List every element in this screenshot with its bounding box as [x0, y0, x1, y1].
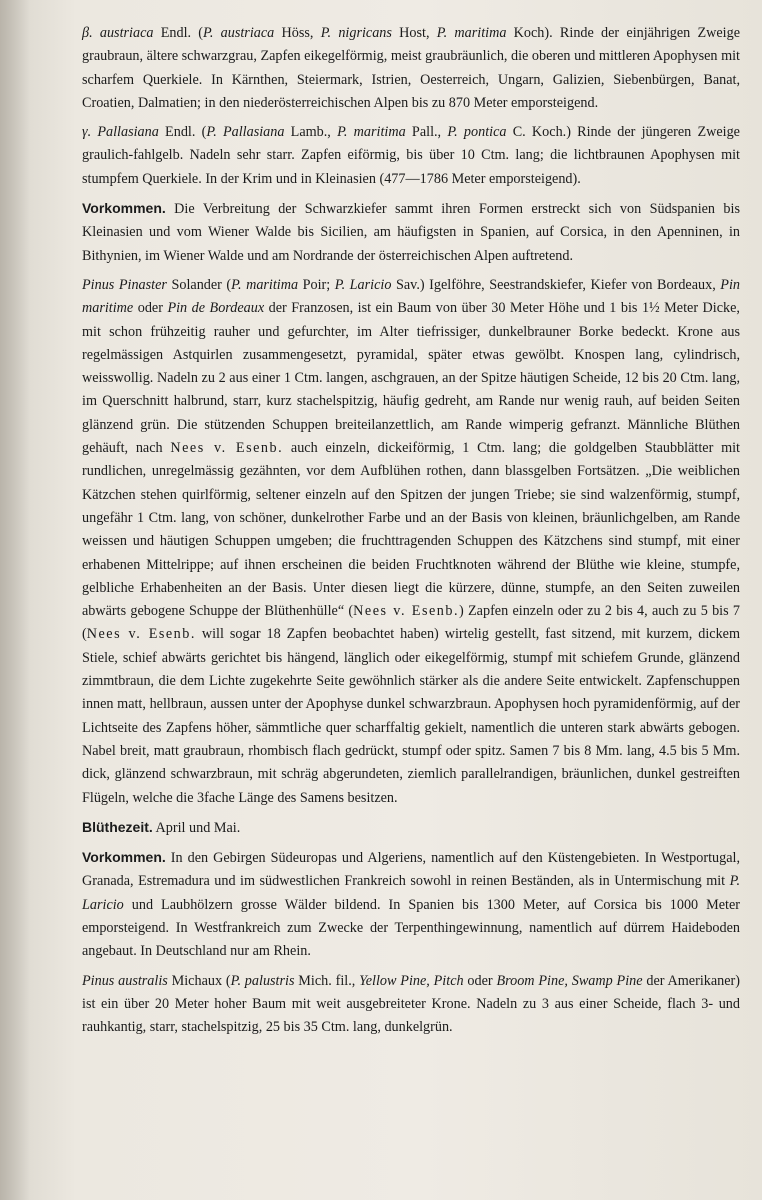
text-run: C. Koch.) Rinde der jüngeren Zweige graulich-fahlgelb. Nadeln sehr starr. Zapfen eiförmig, bis über 10 Ctm. lang; die lichtbraunen Apophysen mit stumpfem Querkiele. In der Krim und in Kleinasien (477—1786 Meter emporsteigend).	[82, 124, 740, 187]
section-heading: Vorkommen.	[82, 849, 166, 866]
text-run: In den Gebirgen Südeuropas und Algeriens, namentlich auf den Küstengebieten. In Westportugal, Granada, Estremadura und im südwestlichen Frankreich sowohl in reinen Beständen, als in Untermischung mit	[82, 850, 740, 890]
pinus-pinaster-description	[82, 274, 740, 810]
text-run: Pall.,	[405, 124, 448, 141]
flowering-time-paragraph	[82, 816, 740, 840]
variety-pallasiana-paragraph	[82, 121, 740, 191]
text-run: oder	[463, 972, 497, 989]
text-run: Mich. fil.,	[294, 972, 360, 989]
author-citation: Nees v. Esenb.	[170, 440, 284, 457]
taxon-name: P. pontica	[447, 124, 507, 141]
text-run: April und Mai.	[152, 819, 241, 836]
taxon-name: P. maritima	[436, 25, 507, 41]
taxon-name: P. Laricio	[82, 873, 740, 913]
taxon-name: Yellow Pine, Pitch	[359, 972, 464, 989]
taxon-name: P. Laricio	[334, 276, 392, 293]
taxon-name: γ. Pallasiana	[82, 124, 159, 141]
taxon-name: P. maritima	[231, 276, 299, 293]
author-citation: Nees v. Esenb.	[353, 603, 460, 620]
text-run: und Laubhölzern grosse Wälder bildend. In Spanien bis 1300 Meter, auf Corsica bis 1000 Meter emporsteigend. In Westfrankreich zum Zwecke der Terpenthingewinnung, namentlich auf dürrem Haideboden angebaut. In Deutschland nur am Rhein.	[82, 896, 740, 960]
text-run: ) Zapfen einzeln oder zu 2 bis 4, auch zu 5 bis 7 (	[82, 603, 740, 643]
text-run: Solander (	[166, 276, 232, 293]
text-run: Endl. (	[158, 124, 207, 141]
text-run: der Franzosen, ist ein Baum von über 30 Meter Höhe und 1 bis 1½ Meter Dicke, mit schon frühzeitig rauher und gefurchter, im Alter tiefrissiger, dunkelbrauner Borke bedeckt. Krone aus regelmässigen Astquirlen zusammengesetzt, pyramidal, später etwas gewölbt. Knospen lang, cylindrisch, weisswollig. Nadeln zu 2 aus einer 1 Ctm. langen, aschgrauen, an der Spitze häutigen Scheide, 12 bis 20 Ctm. lang, im Querschnitt halbrund, starr, kurz stachelspitzig, häufig gedreht, am Rande nur wenig rauh, auf beiden Seiten glänzend grün. Die stützenden Schuppen breiteilanzettlich, am Rande wimperig gefranzt. Männliche Blüthen gehäuft, nach	[82, 300, 740, 457]
text-run: Poir;	[298, 276, 335, 293]
taxon-name: β. austriaca	[82, 25, 154, 41]
text-run: Sav.) Igelföhre, Seestrandskiefer, Kiefer von Bordeaux,	[391, 276, 721, 293]
distribution-paragraph	[82, 197, 740, 268]
text-run: Lamb.,	[284, 124, 338, 141]
text-run: Host,	[391, 25, 437, 41]
text-run: Koch). Rinde der einjährigen Zweige graubraun, ältere schwarzgrau, Zapfen eikegelförmig, meist graubräunlich, die oberen und mittleren Apophysen mit scharfem Querkiele. In Kärnthen, Steiermark, Istrien, Oesterreich, Ungarn, Galizien, Siebenbürgen, Banat, Croatien, Dalmatien; in den niederösterreichischen Alpen bis zu 870 Meter emporsteigend.	[82, 25, 740, 111]
taxon-name: Pinus australis	[82, 972, 168, 989]
taxon-name: P. palustris	[230, 972, 295, 989]
variety-austriaca-paragraph	[82, 22, 740, 115]
text-run: Höss,	[274, 25, 321, 41]
taxon-name: P. nigricans	[320, 25, 392, 41]
taxon-name: Pin maritime	[82, 276, 740, 317]
text-run: auch einzeln, dickeiförmig, 1 Ctm. lang; die goldgelben Staubblätter mit rundlichen, unregelmässig gezähnten, vor dem Aufblühen rothen, dann blassgelben Fortsätzen. „Die weiblichen Kätzchen stehen quirlförmig, seltener einzeln auf den Spitzen der jungen Triebe; sie sind walzenförmig, stumpf, ungefähr 1 Ctm. lang, von schöner, dunkelrother Farbe und an der Basis von kleinen, bräunlichgelben, am Rande weissen und häutigen Schuppen umgeben; die fruchttragenden Schuppen des Kätzchens sind stumpf, mit einer erhabenen Mittelrippe; auf ihnen erscheinen die beiden Fruchtknoten während der Blüthe wie kleine, stumpfe, gelbliche Erhabenheiten an der Basis. Unter diesen liegt die kürzere, dünne, stumpfe, an den Seiten zuweilen abwärts gebogene Schuppe der Blüthenhülle“ (	[82, 440, 740, 620]
text-run: Michaux (	[167, 972, 231, 989]
text-run: Endl. (	[153, 25, 204, 41]
text-run: will sogar 18 Zapfen beobachtet haben) wirtelig gestellt, fast sitzend, mit kurzem, dickem Stiele, schief abwärts gerichtet bis hängend, länglich oder eikegelförmig, stumpf mit schiefem Grunde, glänzend zimmtbraun, die dem Lichte zugekehrte Seite gewöhnlich stärker als die andere Seite entwickelt. Zapfenschuppen innen matt, hellbraun, aussen unter der Apophyse dunkel schwarzbraun. Apophysen hoch pyramidenförmig, auf der Lichtseite des Zapfens höher, sämmtliche quer scharffaltig gekielt, namentlich die unteren stark abwärts gebogen. Nabel breit, matt graubraun, rhombisch flach gedrückt, stumpf oder spitz. Samen 7 bis 8 Mm. lang, 4.5 bis 5 Mm. dick, glänzend schwarzbraun, mit schräg abgerundeten, ziemlich parallelrandigen, bräunlichen, dunkel gestreiften Flügeln, welche die 3fache Länge des Samens besitzen.	[82, 626, 740, 806]
text-run: der Amerikaner) ist ein über 20 Meter hoher Baum mit weit ausgebreiteter Krone. Nadeln zu 3 aus einer Scheide, flach 3- und rauhkantig, starr, stachelspitzig, 25 bis 35 Ctm. lang, dunkelgrün.	[82, 972, 740, 1036]
taxon-name: Broom Pine, Swamp Pine	[496, 972, 643, 989]
taxon-name: Pin de Bordeaux	[167, 300, 265, 317]
taxon-name: P. austriaca	[203, 25, 275, 41]
author-citation: Nees v. Esenb.	[86, 626, 196, 643]
text-run: oder	[133, 300, 168, 317]
text-run: Die Verbreitung der Schwarzkiefer sammt ihren Formen erstreckt sich von Südspanien bis Kleinasien und vom Wiener Walde bis Sicilien, am häufigsten in Spanien, auf Corsica, in den Apenninen, in Bithynien, im Wiener Walde und am Nordrande der österreichischen Alpen auftretend.	[82, 201, 740, 264]
taxon-name: P. maritima	[337, 124, 406, 141]
taxon-name: Pinus Pinaster	[82, 276, 167, 293]
pinaster-occurrence-paragraph	[82, 846, 740, 963]
section-heading: Vorkommen.	[82, 200, 166, 217]
section-heading: Blüthezeit.	[82, 818, 153, 835]
pinus-australis-description	[82, 970, 740, 1040]
taxon-name: P. Pallasiana	[206, 124, 285, 141]
